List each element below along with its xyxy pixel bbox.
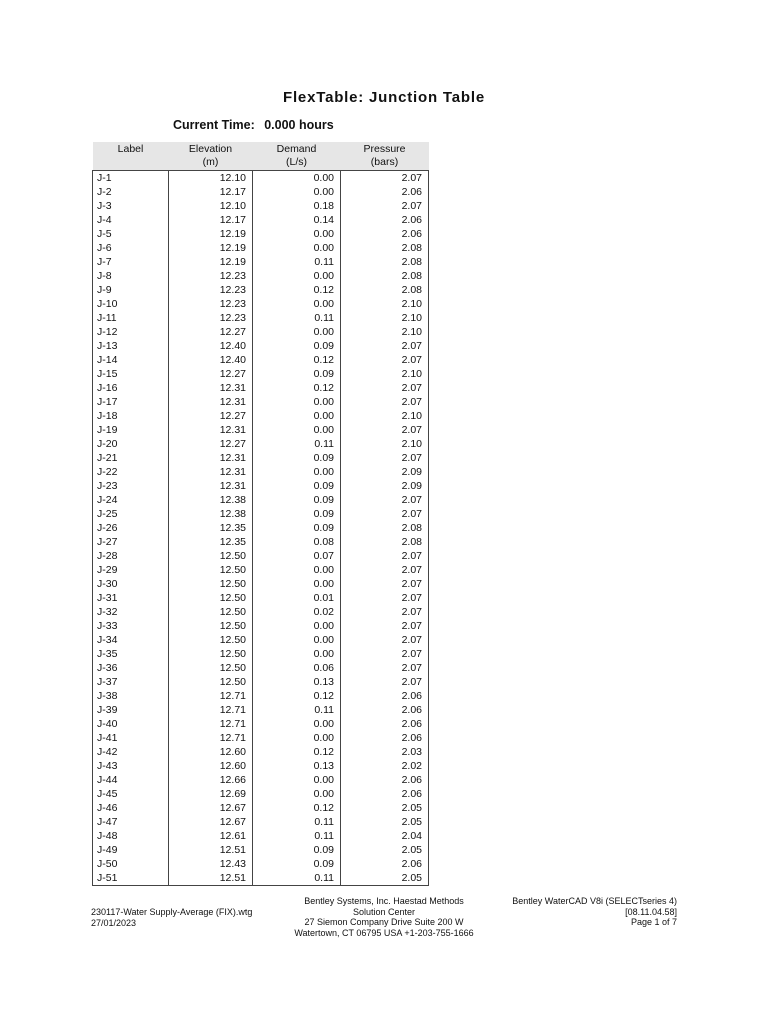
column-header-label xyxy=(93,142,169,171)
junction-label: J-13 xyxy=(93,339,169,353)
junction-label: J-23 xyxy=(93,479,169,493)
pressure-value: 2.10 xyxy=(341,297,429,311)
demand-value: 0.11 xyxy=(253,437,341,451)
junction-label: J-26 xyxy=(93,521,169,535)
demand-value: 0.00 xyxy=(253,773,341,787)
demand-value: 0.09 xyxy=(253,339,341,353)
pressure-value: 2.07 xyxy=(341,353,429,367)
demand-value: 0.12 xyxy=(253,353,341,367)
demand-value: 0.13 xyxy=(253,675,341,689)
pressure-value: 2.06 xyxy=(341,731,429,745)
current-time-label: Current Time: xyxy=(173,118,255,132)
footer-company-line: Watertown, CT 06795 USA +1-203-755-1666 xyxy=(294,927,474,938)
pressure-value: 2.07 xyxy=(341,451,429,465)
elevation-value: 12.50 xyxy=(169,563,253,577)
elevation-value: 12.27 xyxy=(169,437,253,451)
junction-label: J-16 xyxy=(93,381,169,395)
pressure-value: 2.07 xyxy=(341,339,429,353)
demand-value: 0.12 xyxy=(253,381,341,395)
table-row xyxy=(93,283,429,297)
table-row xyxy=(93,843,429,857)
table-row xyxy=(93,493,429,507)
footer-software-info xyxy=(512,896,677,928)
junction-label: J-49 xyxy=(93,843,169,857)
table-row xyxy=(93,227,429,241)
column-header-line: Elevation xyxy=(188,143,233,155)
table-body xyxy=(93,171,429,886)
demand-value: 0.02 xyxy=(253,605,341,619)
table-header xyxy=(93,142,429,171)
junction-label: J-20 xyxy=(93,437,169,451)
junction-label: J-37 xyxy=(93,675,169,689)
pressure-value: 2.07 xyxy=(341,633,429,647)
junction-table xyxy=(92,142,429,886)
elevation-value: 12.23 xyxy=(169,297,253,311)
junction-label: J-39 xyxy=(93,703,169,717)
table-row xyxy=(93,773,429,787)
elevation-value: 12.51 xyxy=(169,843,253,857)
column-header-line: Demand xyxy=(276,143,317,155)
footer-company-info xyxy=(284,896,484,938)
elevation-value: 12.19 xyxy=(169,227,253,241)
elevation-value: 12.50 xyxy=(169,549,253,563)
junction-label: J-47 xyxy=(93,815,169,829)
elevation-value: 12.19 xyxy=(169,241,253,255)
table-row xyxy=(93,549,429,563)
pressure-value: 2.08 xyxy=(341,255,429,269)
table-row xyxy=(93,633,429,647)
table-row xyxy=(93,297,429,311)
pressure-value: 2.06 xyxy=(341,773,429,787)
demand-value: 0.09 xyxy=(253,857,341,871)
pressure-value: 2.07 xyxy=(341,563,429,577)
demand-value: 0.09 xyxy=(253,507,341,521)
pressure-value: 2.08 xyxy=(341,521,429,535)
table-row xyxy=(93,871,429,886)
table-row xyxy=(93,563,429,577)
pressure-value: 2.07 xyxy=(341,605,429,619)
pressure-value: 2.10 xyxy=(341,325,429,339)
table-row xyxy=(93,339,429,353)
elevation-value: 12.71 xyxy=(169,731,253,745)
demand-value: 0.18 xyxy=(253,199,341,213)
junction-label: J-2 xyxy=(93,185,169,199)
footer-filename: 230117-Water Supply-Average (FIX).wtg xyxy=(91,907,253,917)
junction-label: J-21 xyxy=(93,451,169,465)
demand-value: 0.11 xyxy=(253,255,341,269)
demand-value: 0.00 xyxy=(253,297,341,311)
elevation-value: 12.10 xyxy=(169,171,253,186)
footer-file-info xyxy=(91,907,252,928)
elevation-value: 12.38 xyxy=(169,493,253,507)
table-row xyxy=(93,857,429,871)
elevation-value: 12.38 xyxy=(169,507,253,521)
pressure-value: 2.09 xyxy=(341,479,429,493)
junction-label: J-8 xyxy=(93,269,169,283)
page-title: FlexTable: Junction Table xyxy=(283,89,485,106)
table-row xyxy=(93,423,429,437)
demand-value: 0.11 xyxy=(253,703,341,717)
demand-value: 0.11 xyxy=(253,829,341,843)
elevation-value: 12.31 xyxy=(169,479,253,493)
demand-value: 0.00 xyxy=(253,577,341,591)
junction-label: J-27 xyxy=(93,535,169,549)
table-row xyxy=(93,745,429,759)
table-row xyxy=(93,535,429,549)
junction-label: J-17 xyxy=(93,395,169,409)
table-row xyxy=(93,507,429,521)
junction-label: J-41 xyxy=(93,731,169,745)
demand-value: 0.00 xyxy=(253,185,341,199)
demand-value: 0.11 xyxy=(253,311,341,325)
pressure-value: 2.07 xyxy=(341,395,429,409)
junction-label: J-10 xyxy=(93,297,169,311)
junction-label: J-44 xyxy=(93,773,169,787)
demand-value: 0.00 xyxy=(253,269,341,283)
demand-value: 0.00 xyxy=(253,717,341,731)
elevation-value: 12.71 xyxy=(169,703,253,717)
elevation-value: 12.50 xyxy=(169,647,253,661)
table-row xyxy=(93,241,429,255)
column-header-unit: (m) xyxy=(202,155,219,168)
column-header-elevation xyxy=(169,142,253,171)
table-row xyxy=(93,717,429,731)
pressure-value: 2.10 xyxy=(341,311,429,325)
elevation-value: 12.50 xyxy=(169,605,253,619)
table-row xyxy=(93,325,429,339)
pressure-value: 2.08 xyxy=(341,535,429,549)
junction-label: J-31 xyxy=(93,591,169,605)
demand-value: 0.00 xyxy=(253,619,341,633)
demand-value: 0.08 xyxy=(253,535,341,549)
junction-label: J-3 xyxy=(93,199,169,213)
table-row xyxy=(93,269,429,283)
table-row xyxy=(93,255,429,269)
junction-label: J-9 xyxy=(93,283,169,297)
elevation-value: 12.71 xyxy=(169,717,253,731)
junction-label: J-45 xyxy=(93,787,169,801)
elevation-value: 12.50 xyxy=(169,661,253,675)
table-row xyxy=(93,437,429,451)
table-row xyxy=(93,801,429,815)
junction-label: J-38 xyxy=(93,689,169,703)
pressure-value: 2.07 xyxy=(341,647,429,661)
elevation-value: 12.60 xyxy=(169,745,253,759)
demand-value: 0.09 xyxy=(253,367,341,381)
junction-label: J-1 xyxy=(93,171,169,186)
table-row xyxy=(93,759,429,773)
table-row xyxy=(93,675,429,689)
table-row xyxy=(93,465,429,479)
table-row xyxy=(93,521,429,535)
table-row xyxy=(93,731,429,745)
elevation-value: 12.27 xyxy=(169,409,253,423)
elevation-value: 12.23 xyxy=(169,269,253,283)
demand-value: 0.00 xyxy=(253,227,341,241)
junction-label: J-42 xyxy=(93,745,169,759)
table-row xyxy=(93,703,429,717)
pressure-value: 2.06 xyxy=(341,213,429,227)
table-row xyxy=(93,787,429,801)
pressure-value: 2.08 xyxy=(341,283,429,297)
demand-value: 0.11 xyxy=(253,815,341,829)
elevation-value: 12.31 xyxy=(169,423,253,437)
pressure-value: 2.07 xyxy=(341,661,429,675)
footer-software-name: Bentley WaterCAD V8i (SELECTseries 4) xyxy=(512,896,677,906)
pressure-value: 2.02 xyxy=(341,759,429,773)
demand-value: 0.12 xyxy=(253,745,341,759)
demand-value: 0.00 xyxy=(253,731,341,745)
junction-label: J-35 xyxy=(93,647,169,661)
elevation-value: 12.67 xyxy=(169,801,253,815)
table-row xyxy=(93,829,429,843)
elevation-value: 12.23 xyxy=(169,283,253,297)
table-row xyxy=(93,689,429,703)
table-row xyxy=(93,619,429,633)
junction-label: J-36 xyxy=(93,661,169,675)
elevation-value: 12.66 xyxy=(169,773,253,787)
elevation-value: 12.17 xyxy=(169,185,253,199)
footer-date: 27/01/2023 xyxy=(91,917,137,928)
demand-value: 0.00 xyxy=(253,465,341,479)
column-header-demand xyxy=(253,142,341,171)
pressure-value: 2.08 xyxy=(341,269,429,283)
pressure-value: 2.07 xyxy=(341,423,429,437)
table-row xyxy=(93,605,429,619)
pressure-value: 2.06 xyxy=(341,689,429,703)
footer-software-version: [08.11.04.58] xyxy=(625,906,677,917)
elevation-value: 12.31 xyxy=(169,465,253,479)
pressure-value: 2.06 xyxy=(341,857,429,871)
pressure-value: 2.05 xyxy=(341,801,429,815)
pressure-value: 2.07 xyxy=(341,619,429,633)
elevation-value: 12.60 xyxy=(169,759,253,773)
demand-value: 0.12 xyxy=(253,689,341,703)
elevation-value: 12.27 xyxy=(169,367,253,381)
pressure-value: 2.07 xyxy=(341,577,429,591)
elevation-value: 12.35 xyxy=(169,521,253,535)
junction-label: J-18 xyxy=(93,409,169,423)
column-header-line: Label xyxy=(117,143,144,155)
pressure-value: 2.08 xyxy=(341,241,429,255)
elevation-value: 12.31 xyxy=(169,451,253,465)
junction-label: J-5 xyxy=(93,227,169,241)
junction-label: J-6 xyxy=(93,241,169,255)
elevation-value: 12.23 xyxy=(169,311,253,325)
junction-label: J-48 xyxy=(93,829,169,843)
demand-value: 0.12 xyxy=(253,801,341,815)
junction-label: J-24 xyxy=(93,493,169,507)
column-header-line: Pressure xyxy=(363,143,406,155)
table-row xyxy=(93,353,429,367)
pressure-value: 2.04 xyxy=(341,829,429,843)
pressure-value: 2.07 xyxy=(341,199,429,213)
junction-label: J-50 xyxy=(93,857,169,871)
footer-page-number: Page 1 of 7 xyxy=(630,917,677,927)
demand-value: 0.00 xyxy=(253,241,341,255)
pressure-value: 2.10 xyxy=(341,367,429,381)
demand-value: 0.00 xyxy=(253,563,341,577)
elevation-value: 12.50 xyxy=(169,591,253,605)
table-row xyxy=(93,213,429,227)
demand-value: 0.12 xyxy=(253,283,341,297)
demand-value: 0.09 xyxy=(253,843,341,857)
demand-value: 0.00 xyxy=(253,633,341,647)
demand-value: 0.00 xyxy=(253,395,341,409)
table-row xyxy=(93,647,429,661)
pressure-value: 2.07 xyxy=(341,493,429,507)
footer-company-line: Solution Center xyxy=(352,906,416,917)
demand-value: 0.09 xyxy=(253,521,341,535)
junction-label: J-32 xyxy=(93,605,169,619)
junction-label: J-30 xyxy=(93,577,169,591)
junction-label: J-4 xyxy=(93,213,169,227)
pressure-value: 2.06 xyxy=(341,717,429,731)
elevation-value: 12.31 xyxy=(169,381,253,395)
pressure-value: 2.06 xyxy=(341,787,429,801)
demand-value: 0.06 xyxy=(253,661,341,675)
elevation-value: 12.19 xyxy=(169,255,253,269)
junction-label: J-40 xyxy=(93,717,169,731)
table-row xyxy=(93,661,429,675)
elevation-value: 12.50 xyxy=(169,675,253,689)
demand-value: 0.00 xyxy=(253,325,341,339)
pressure-value: 2.10 xyxy=(341,409,429,423)
table-row xyxy=(93,311,429,325)
pressure-value: 2.06 xyxy=(341,703,429,717)
pressure-value: 2.06 xyxy=(341,185,429,199)
table-row xyxy=(93,815,429,829)
column-header-unit: (bars) xyxy=(370,155,399,168)
table-row xyxy=(93,591,429,605)
demand-value: 0.00 xyxy=(253,647,341,661)
junction-label: J-34 xyxy=(93,633,169,647)
demand-value: 0.00 xyxy=(253,423,341,437)
demand-value: 0.01 xyxy=(253,591,341,605)
table-row xyxy=(93,395,429,409)
demand-value: 0.09 xyxy=(253,451,341,465)
elevation-value: 12.35 xyxy=(169,535,253,549)
junction-label: J-43 xyxy=(93,759,169,773)
elevation-value: 12.40 xyxy=(169,339,253,353)
table-row xyxy=(93,577,429,591)
pressure-value: 2.10 xyxy=(341,437,429,451)
junction-label: J-25 xyxy=(93,507,169,521)
pressure-value: 2.05 xyxy=(341,815,429,829)
elevation-value: 12.61 xyxy=(169,829,253,843)
current-time xyxy=(173,118,334,132)
elevation-value: 12.50 xyxy=(169,619,253,633)
demand-value: 0.14 xyxy=(253,213,341,227)
elevation-value: 12.50 xyxy=(169,577,253,591)
table-row xyxy=(93,185,429,199)
junction-label: J-28 xyxy=(93,549,169,563)
elevation-value: 12.27 xyxy=(169,325,253,339)
junction-label: J-12 xyxy=(93,325,169,339)
demand-value: 0.00 xyxy=(253,409,341,423)
pressure-value: 2.03 xyxy=(341,745,429,759)
elevation-value: 12.51 xyxy=(169,871,253,886)
junction-label: J-46 xyxy=(93,801,169,815)
pressure-value: 2.07 xyxy=(341,171,429,186)
junction-label: J-51 xyxy=(93,871,169,886)
column-header-unit: (L/s) xyxy=(286,155,307,168)
pressure-value: 2.07 xyxy=(341,381,429,395)
demand-value: 0.09 xyxy=(253,479,341,493)
demand-value: 0.07 xyxy=(253,549,341,563)
footer-company-line: Bentley Systems, Inc. Haestad Methods xyxy=(304,896,464,906)
column-header-pressure xyxy=(341,142,429,171)
demand-value: 0.09 xyxy=(253,493,341,507)
elevation-value: 12.10 xyxy=(169,199,253,213)
pressure-value: 2.09 xyxy=(341,465,429,479)
demand-value: 0.00 xyxy=(253,171,341,186)
table-row xyxy=(93,381,429,395)
junction-label: J-33 xyxy=(93,619,169,633)
pressure-value: 2.05 xyxy=(341,871,429,886)
pressure-value: 2.06 xyxy=(341,227,429,241)
table-row xyxy=(93,451,429,465)
junction-label: J-29 xyxy=(93,563,169,577)
current-time-value: 0.000 hours xyxy=(264,118,334,132)
table-row xyxy=(93,199,429,213)
table-row xyxy=(93,367,429,381)
demand-value: 0.13 xyxy=(253,759,341,773)
demand-value: 0.11 xyxy=(253,871,341,886)
junction-label: J-19 xyxy=(93,423,169,437)
table-row xyxy=(93,479,429,493)
junction-label: J-15 xyxy=(93,367,169,381)
junction-label: J-7 xyxy=(93,255,169,269)
junction-label: J-22 xyxy=(93,465,169,479)
elevation-value: 12.31 xyxy=(169,395,253,409)
junction-label: J-11 xyxy=(93,311,169,325)
pressure-value: 2.07 xyxy=(341,591,429,605)
elevation-value: 12.69 xyxy=(169,787,253,801)
demand-value: 0.00 xyxy=(253,787,341,801)
pressure-value: 2.07 xyxy=(341,549,429,563)
pressure-value: 2.07 xyxy=(341,507,429,521)
elevation-value: 12.43 xyxy=(169,857,253,871)
footer-company-line: 27 Siemon Company Drive Suite 200 W xyxy=(304,917,464,927)
elevation-value: 12.17 xyxy=(169,213,253,227)
pressure-value: 2.07 xyxy=(341,675,429,689)
table-row xyxy=(93,171,429,186)
elevation-value: 12.71 xyxy=(169,689,253,703)
table-row xyxy=(93,409,429,423)
junction-label: J-14 xyxy=(93,353,169,367)
pressure-value: 2.05 xyxy=(341,843,429,857)
elevation-value: 12.40 xyxy=(169,353,253,367)
elevation-value: 12.67 xyxy=(169,815,253,829)
elevation-value: 12.50 xyxy=(169,633,253,647)
